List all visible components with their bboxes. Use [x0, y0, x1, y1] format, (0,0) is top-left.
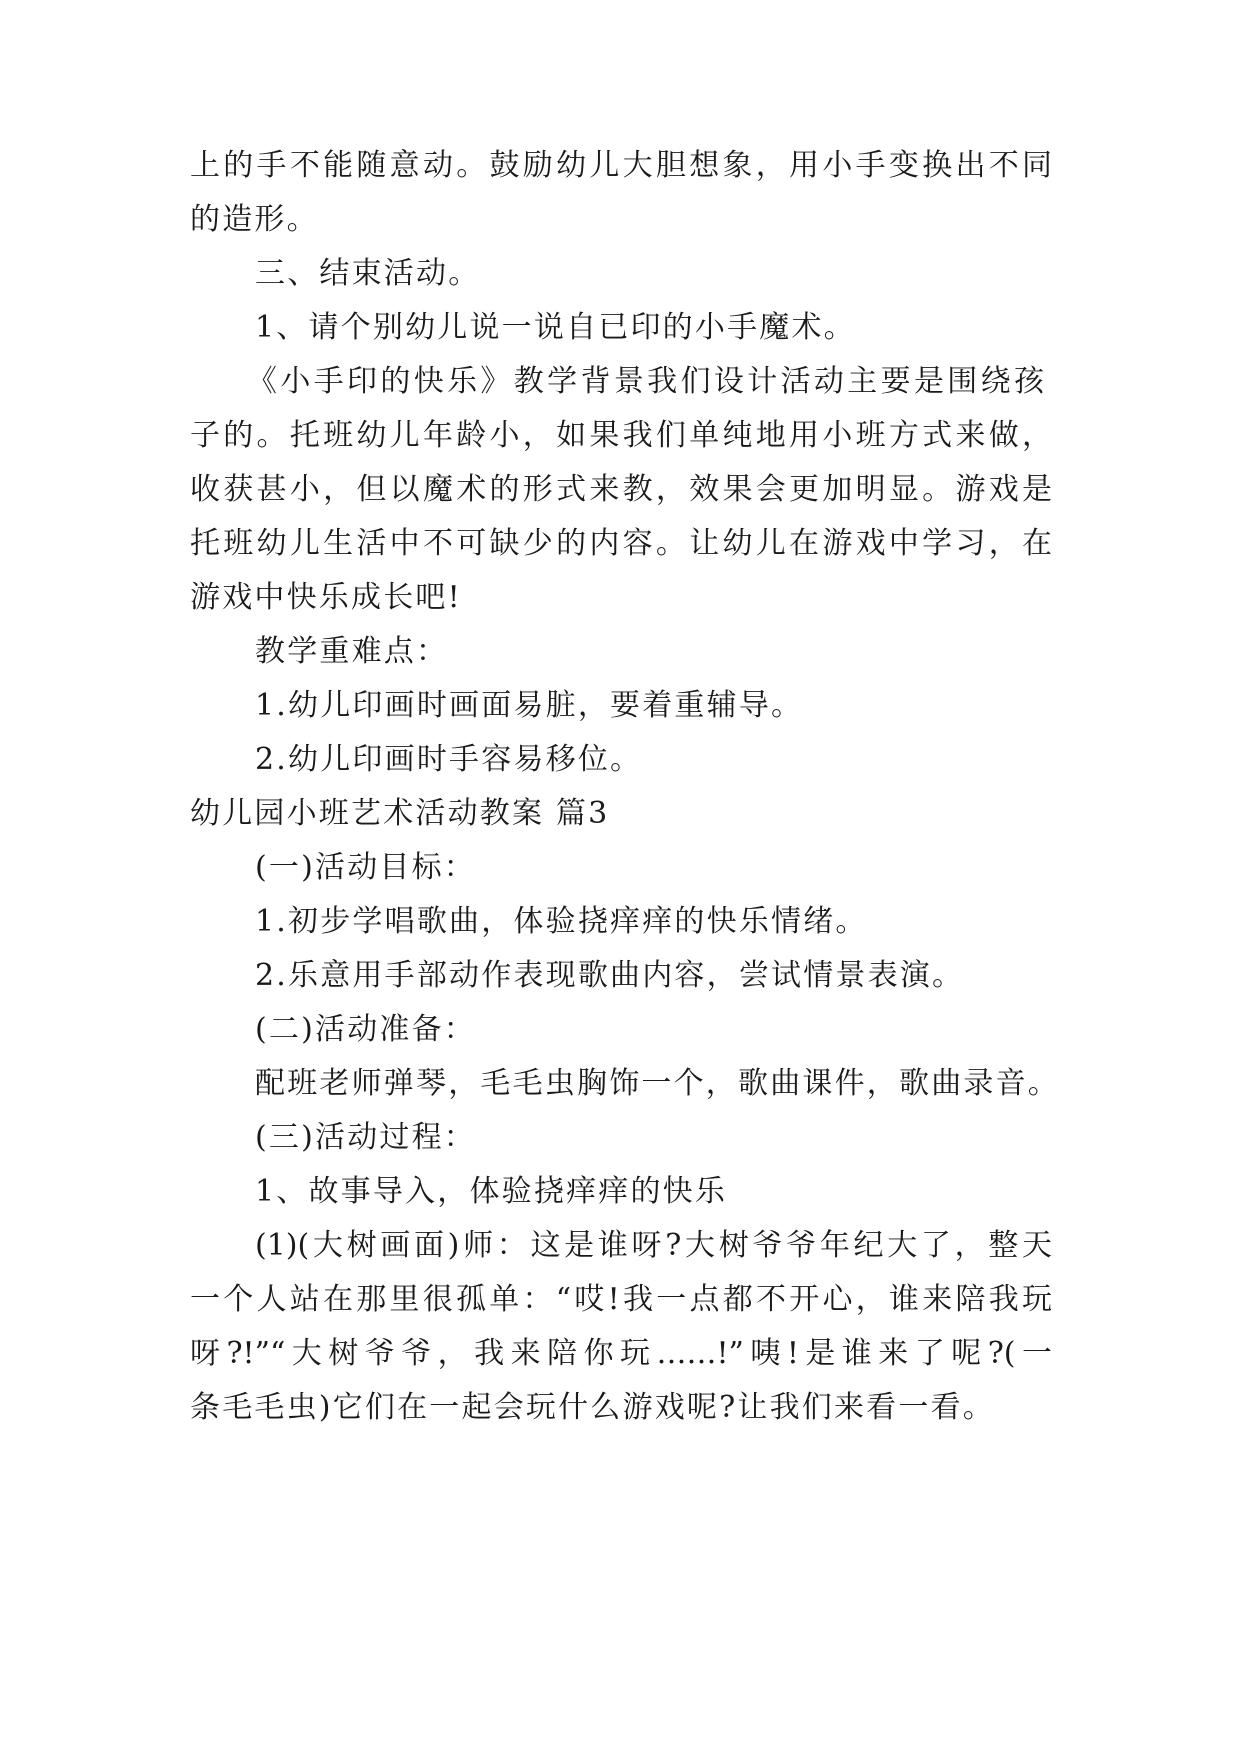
section-heading: (一)活动目标： [255, 850, 477, 885]
paragraph-line: 条毛毛虫)它们在一起会玩什么游戏呢?让我们来看一看。 [190, 1390, 995, 1425]
paragraph-line: 一个人站在那里很孤单：“哎!我一点都不开心，谁来陪我玩 [190, 1282, 1052, 1317]
paragraph-line: 游戏中快乐成长吧! [190, 580, 462, 615]
paragraph-line: 托班幼儿生活中不可缺少的内容。让幼儿在游戏中学习，在 [190, 526, 1052, 561]
paragraph-line: 收获甚小，但以魔术的形式来教，效果会更加明显。游戏是 [190, 472, 1052, 507]
paragraph-line: 1、故事导入，体验挠痒痒的快乐 [255, 1174, 728, 1209]
paragraph-line: 《小手印的快乐》教学背景我们设计活动主要是围绕孩 [247, 364, 1044, 399]
paragraph-line: 1、请个别幼儿说一说自已印的小手魔术。 [255, 310, 856, 345]
paragraph-line: 的造形。 [190, 202, 319, 237]
paragraph-line: (1)(大树画面)师：这是谁呀?大树爷爷年纪大了，整天 [255, 1228, 1052, 1263]
section-heading: (二)活动准备： [255, 1012, 477, 1047]
paragraph-line: 呀?!”“大树爷爷，我来陪你玩……!”咦!是谁来了呢?(一 [190, 1336, 1052, 1371]
paragraph-line: 子的。托班幼儿年龄小，如果我们单纯地用小班方式来做， [190, 418, 1052, 453]
list-item: 2.幼儿印画时手容易移位。 [255, 742, 643, 777]
article-title: 幼儿园小班艺术活动教案 篇3 [190, 796, 610, 831]
paragraph-line: 上的手不能随意动。鼓励幼儿大胆想象，用小手变换出不同 [190, 148, 1052, 183]
section-heading: (三)活动过程： [255, 1120, 477, 1155]
list-item: 1.初步学唱歌曲，体验挠痒痒的快乐情绪。 [255, 904, 868, 939]
section-heading: 教学重难点： [255, 634, 449, 669]
paragraph-line: 配班老师弹琴，毛毛虫胸饰一个，歌曲课件，歌曲录音。 [255, 1066, 1060, 1101]
list-item: 2.乐意用手部动作表现歌曲内容，尝试情景表演。 [255, 958, 965, 993]
list-item: 1.幼儿印画时画面易脏，要着重辅导。 [255, 688, 804, 723]
section-heading: 三、结束活动。 [255, 256, 481, 291]
